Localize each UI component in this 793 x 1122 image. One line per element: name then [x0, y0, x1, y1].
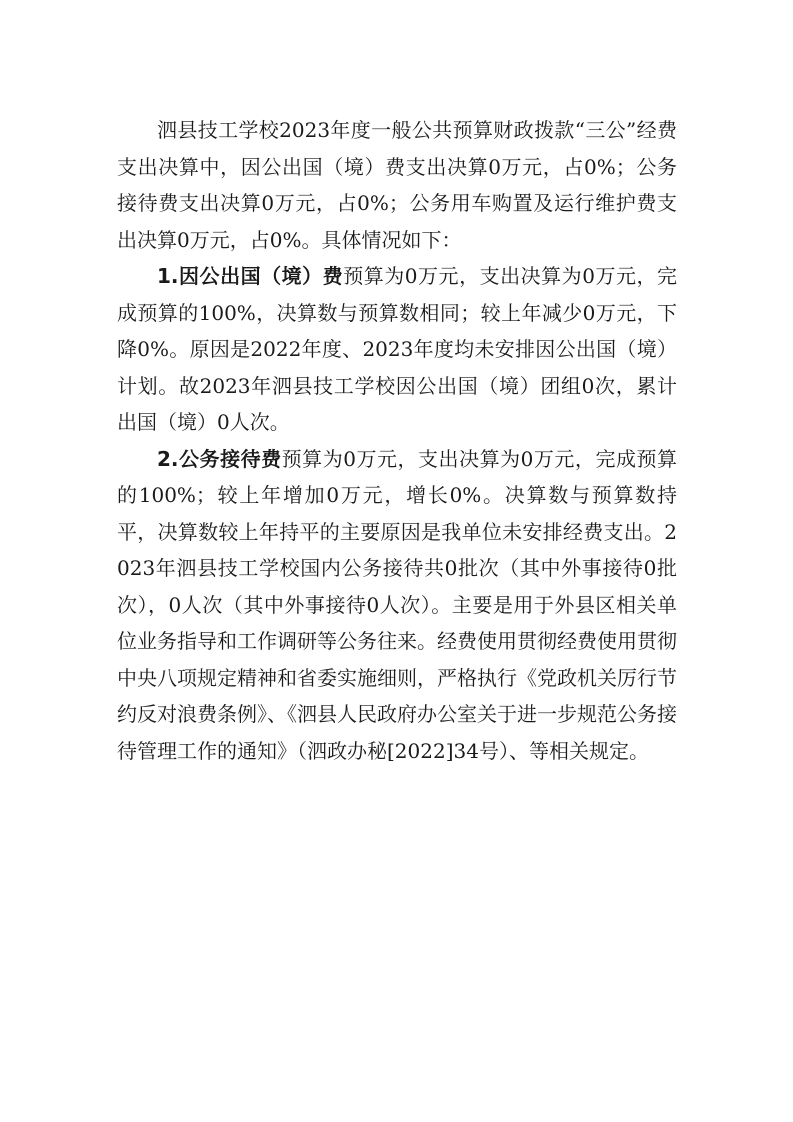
intro-paragraph-text: 泗县技工学校2023年度一般公共预算财政拨款“三公”经费支出决算中，因公出国（境）费支出决算0万元，占0%；公务接待费支出决算0万元，占0%；公务用车购置及运行维护费支出决算0万元，占0%。具体情况如下： — [117, 118, 677, 252]
intro-paragraph — [117, 112, 677, 258]
overseas-travel-paragraph — [117, 258, 677, 441]
document-body — [117, 112, 677, 769]
overseas-travel-heading: 1.因公出国（境）费 — [157, 264, 344, 288]
official-reception-text: 预算为0万元，支出决算为0万元，完成预算的100%；较上年增加0万元，增长0%。决算数与预算数持平，决算数较上年持平的主要原因是我单位未安排经费支出。2023年泗县技工学校国内公务接待共0批次（其中外事接待0批次），0人次（其中外事接待0人次）。主要是用于外县区相关单位业务指导和工作调研等公务往来。经费使用贯彻经费使用贯彻中央八项规定精神和省委实施细则，严格执行《党政机关厉行节约反对浪费条例》、《泗县人民政府办公室关于进一步规范公务接待管理工作的通知》（泗政办秘[2022]34号）、等相关规定。 — [117, 446, 678, 763]
official-reception-paragraph — [117, 441, 677, 770]
overseas-travel-text: 预算为0万元，支出决算为0万元，完成预算的100%，决算数与预算数相同；较上年减少0万元，下降0%。原因是2022年度、2023年度均未安排因公出国（境）计划。故2023年泗县技工学校因公出国（境）团组0次，累计出国（境）0人次。 — [117, 264, 678, 434]
official-reception-heading: 2.公务接待费 — [157, 446, 282, 471]
